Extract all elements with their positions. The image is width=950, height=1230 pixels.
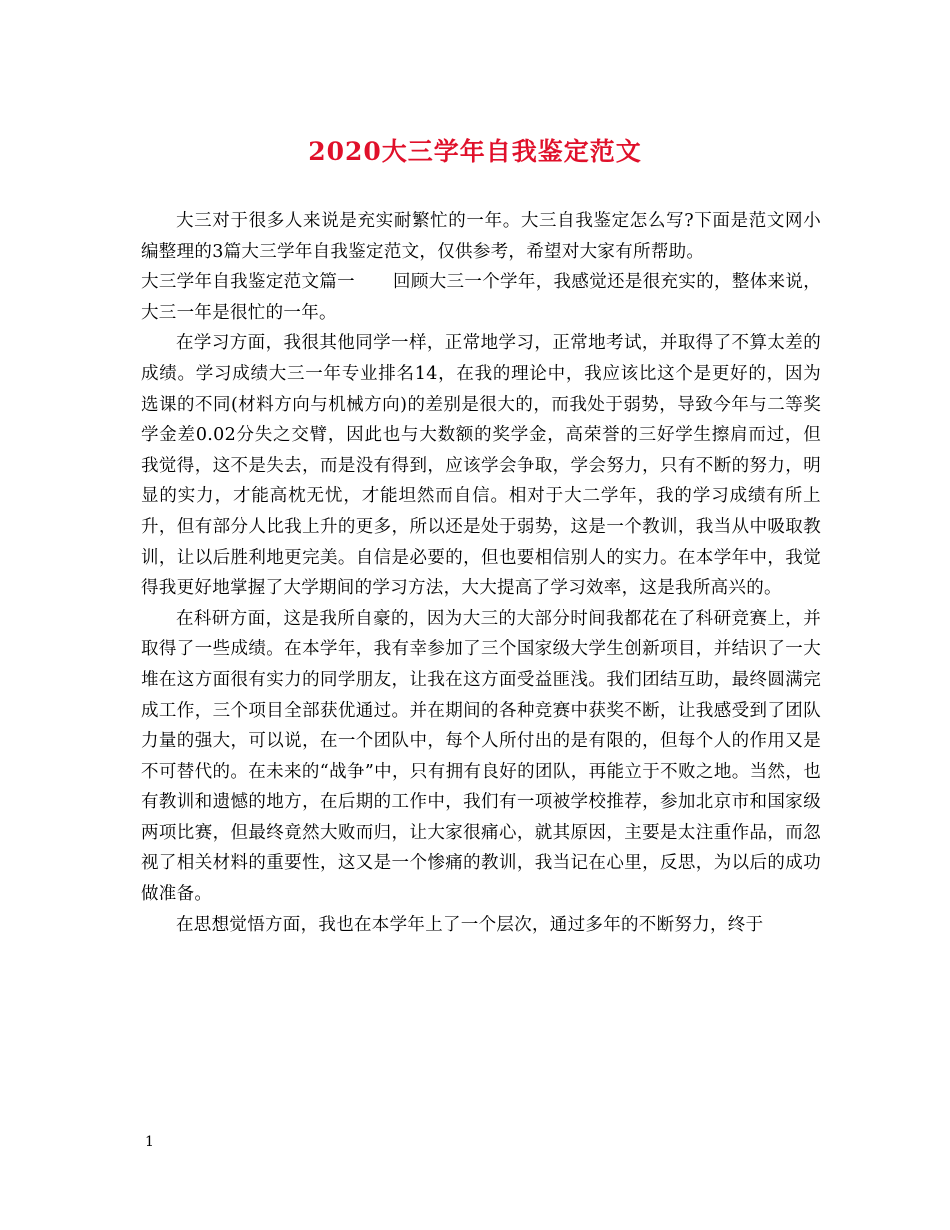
article-heading: 大三学年自我鉴定范文篇一 (141, 272, 355, 293)
page-number: 1 (145, 1134, 154, 1150)
document-body (141, 206, 821, 940)
paragraph-study: 在学习方面，我很其他同学一样，正常地学习，正常地考试，并取得了不算太差的成绩。学习成绩大三一年专业排名14，在我的理论中，我应该比这个是更好的，因为选课的不同(材料方向与机械方向)的差别是很大的，而我处于弱势，导致今年与二等奖学金差0.02分失之交臂，因此也与大数额的奖学金，高荣誉的三好学生擦肩而过，但我觉得，这不是失去，而是没有得到，应该学会争取，学会努力，只有不断的努力，明显的实力，才能高枕无忧，才能坦然而自信。相对于大二学年，我的学习成绩有所上升，但有部分人比我上升的更多，所以还是处于弱势，这是一个教训，我当从中吸取教训，让以后胜利地更完美。自信是必要的，但也要相信别人的实力。在本学年中，我觉得我更好地掌握了大学期间的学习方法，大大提高了学习效率，这是我所高兴的。 (141, 333, 821, 599)
document-title: 2020大三学年自我鉴定范文 (308, 137, 642, 166)
paragraph-ideology: 在思想觉悟方面，我也在本学年上了一个层次，通过多年的不断努力，终于 (176, 914, 764, 935)
paragraph-article-heading (141, 267, 821, 328)
paragraph-research: 在科研方面，这是我所自豪的，因为大三的大部分时间我都花在了科研竞赛上，并取得了一些成绩。在本学年，我有幸参加了三个国家级大学生创新项目，并结识了一大堆在这方面很有实力的同学朋友，让我在这方面受益匪浅。我们团结互助，最终圆满完成工作，三个项目全部获优通过。并在期间的各种竞赛中获奖不断，让我感受到了团队力量的强大，可以说，在一个团队中，每个人所付出的是有限的，但每个人的作用又是不可替代的。在未来的“战争”中，只有拥有良好的团队，再能立于不败之地。当然，也有教训和遗憾的地方，在后期的工作中，我们有一项被学校推荐，参加北京市和国家级两项比赛，但最终竟然大败而归，让大家很痛心，就其原因，主要是太注重作品，而忽视了相关材料的重要性，这又是一个惨痛的教训，我当记在心里，反思，为以后的成功做准备。 (141, 608, 821, 905)
article-opening-text: 回顾大三一个学年，我感觉还是很充实的，整体来说，大三一年是很忙的一年。 (141, 272, 821, 323)
paragraph-intro: 大三对于很多人来说是充实耐繁忙的一年。大三自我鉴定怎么写?下面是范文网小编整理的3篇大三学年自我鉴定范文，仅供参考，希望对大家有所帮助。 (141, 211, 821, 262)
